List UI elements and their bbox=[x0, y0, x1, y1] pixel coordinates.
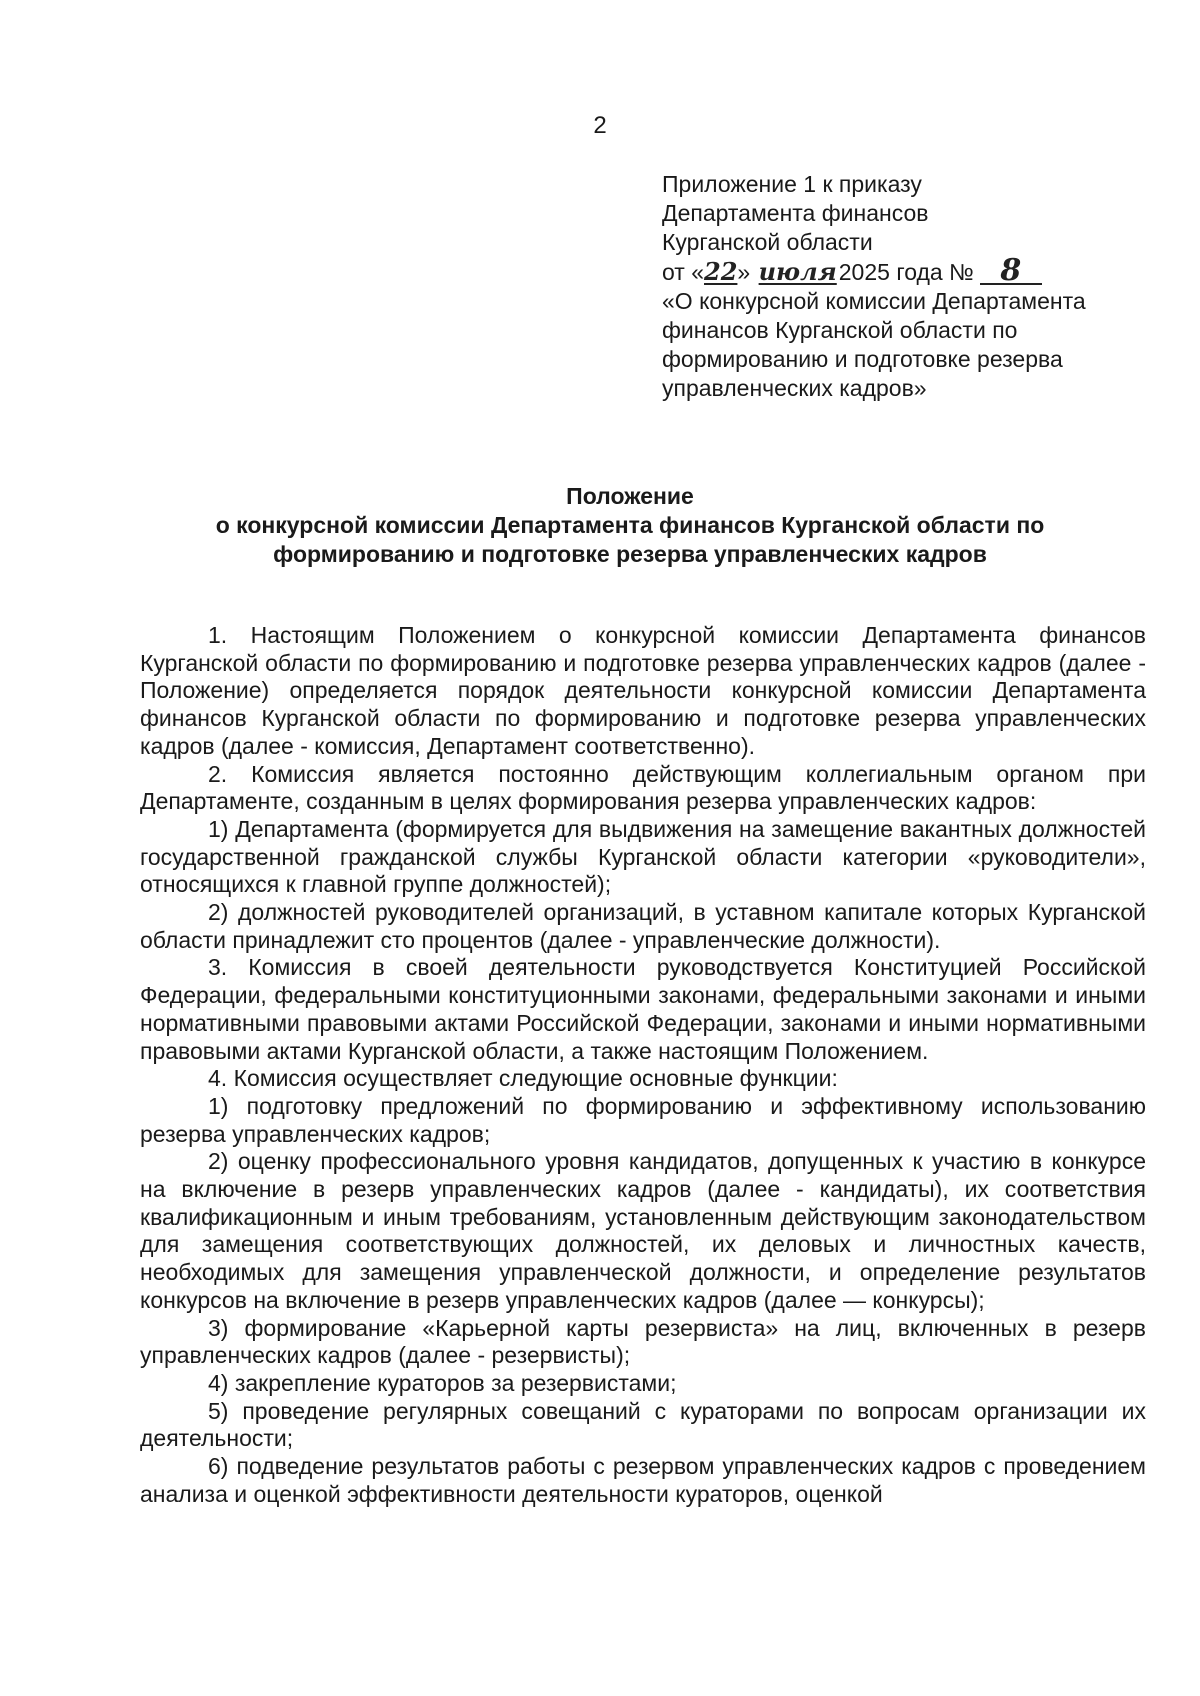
date-prefix: от « bbox=[662, 259, 705, 285]
attachment-line: Курганской области bbox=[662, 229, 873, 255]
paragraph: 2) должностей руководителей организаций, в уставном капитале которых Курганской области принадлежит сто процентов (далее - управленческие должности). bbox=[140, 899, 1146, 953]
handwritten-month: июля bbox=[758, 257, 837, 286]
attachment-header bbox=[662, 170, 1122, 403]
attachment-date-line bbox=[662, 253, 1122, 288]
paragraph: 2) оценку профессионального уровня кандидатов, допущенных к участию в конкурсе на включение в резерв управленческих кадров (далее - кандидаты), их соответствия квалификационным и иным требованиям, установленным действующим законодательством для замещения соответствующих должностей, их деловых и личностных качеств, необходимых для замещения управленческой должности, и определение результатов конкурсов на включение в резерв управленческих кадров (далее — конкурсы); bbox=[140, 1148, 1146, 1313]
attachment-line: управленческих кадров» bbox=[662, 375, 927, 401]
date-suffix: 2025 года № bbox=[838, 259, 974, 285]
paragraph: 3) формирование «Карьерной карты резервиста» на лиц, включенных в резерв управленческих кадров (далее - резервисты); bbox=[140, 1314, 1146, 1369]
page-number: 2 bbox=[593, 112, 607, 139]
document-body bbox=[140, 622, 1146, 1509]
document-title bbox=[130, 482, 1130, 569]
paragraph: 5) проведение регулярных совещаний с кураторами по вопросам организации их деятельности; bbox=[140, 1397, 1146, 1452]
handwritten-day: 22 bbox=[704, 257, 738, 286]
paragraph: 6) подведение результатов работы с резервом управленческих кадров с проведением анализа и оценкой эффективности деятельности кураторов, оценкой bbox=[140, 1453, 1146, 1507]
paragraph: 4. Комиссия осуществляет следующие основные функции: bbox=[208, 1065, 838, 1092]
paragraph: 4) закрепление кураторов за резервистами; bbox=[208, 1369, 677, 1396]
paragraph: 1) подготовку предложений по формированию и эффективному использованию резерва управленческих кадров; bbox=[140, 1092, 1146, 1147]
title-line: Положение bbox=[566, 483, 694, 509]
title-line: формированию и подготовке резерва управленческих кадров bbox=[273, 541, 987, 567]
date-mid: » bbox=[737, 259, 751, 285]
paragraph: 1. Настоящим Положением о конкурсной комиссии Департамента финансов Курганской области по формированию и подготовке резерва управленческих кадров (далее - Положение) определяется порядок деятельности конкурсной комиссии Департамента финансов Курганской области по формированию и подготовке резерва управленческих кадров (далее - комиссия, Департамент соответственно). bbox=[140, 622, 1146, 759]
attachment-line: «О конкурсной комиссии Департамента bbox=[662, 288, 1086, 314]
attachment-line: Приложение 1 к приказу bbox=[662, 171, 922, 197]
attachment-line: формированию и подготовке резерва bbox=[662, 346, 1063, 372]
handwritten-order-number: 8 bbox=[980, 259, 1042, 285]
title-line: о конкурсной комиссии Департамента финансов Курганской области по bbox=[215, 512, 1045, 538]
attachment-line: финансов Курганской области по bbox=[662, 317, 1018, 343]
paragraph: 3. Комиссия в своей деятельности руководствуется Конституцией Российской Федерации, федеральными конституционными законами, федеральными законами и иными нормативными правовыми актами Российской Федерации, законами и иными нормативными правовыми актами Курганской области, а также настоящим Положением. bbox=[140, 954, 1146, 1064]
attachment-line: Департамента финансов bbox=[662, 200, 929, 226]
paragraph: 2. Комиссия является постоянно действующим коллегиальным органом при Департаменте, созданным в целях формирования резерва управленческих кадров: bbox=[140, 760, 1146, 815]
paragraph: 1) Департамента (формируется для выдвижения на замещение вакантных должностей государственной гражданской службы Курганской области категории «руководители», относящихся к главной группе должностей); bbox=[140, 815, 1146, 898]
